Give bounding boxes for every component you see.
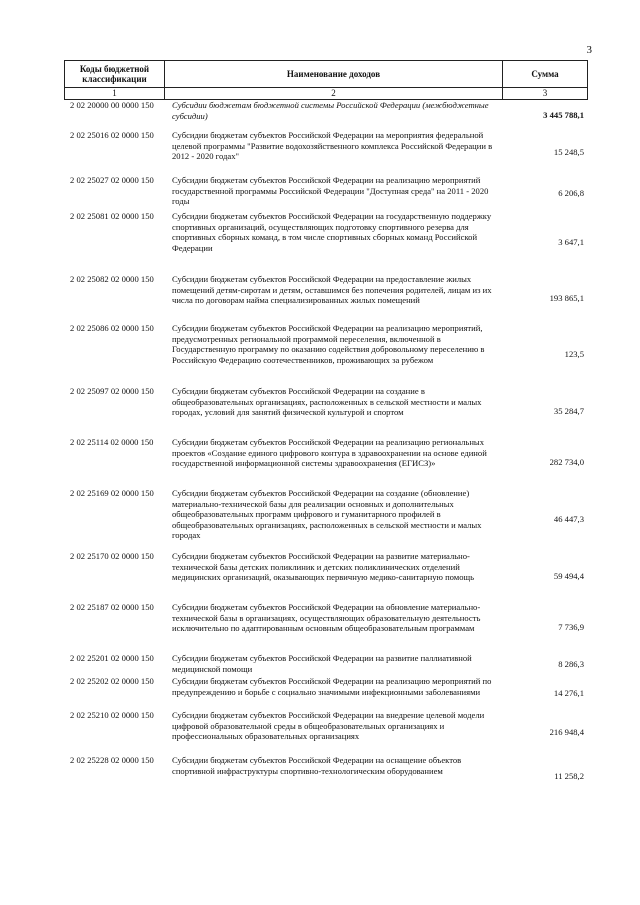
- revenue-sum: 11 258,2: [554, 770, 584, 781]
- revenue-name: Субсидии бюджетам субъектов Российской Федерации на оснащение объектов спортивной инфраструктуры спортивно-технологическим оборудованием: [172, 755, 462, 776]
- budget-code: 2 02 25086 02 0000 150: [70, 323, 154, 333]
- revenue-sum: 59 494,4: [553, 571, 584, 582]
- revenue-name: Субсидии бюджетам субъектов Российской Федерации на реализацию региональных проектов «Создание единого цифрового контура в здравоохранении на основе единой государственной информационной системы здравоохранения (ЕГИСЗ)»: [172, 437, 487, 469]
- table-row: [64, 100, 588, 130]
- table-row: [64, 130, 588, 175]
- budget-code: 2 02 25187 02 0000 150: [70, 602, 154, 612]
- budget-code: 2 02 25202 02 0000 150: [70, 676, 154, 686]
- header-codes: Коды бюджетной классификации: [64, 60, 164, 87]
- table-row: [64, 386, 588, 437]
- table-row: [64, 211, 588, 274]
- table-row: [64, 676, 588, 710]
- budget-code: 2 02 25082 02 0000 150: [70, 274, 154, 284]
- budget-code: 2 02 25097 02 0000 150: [70, 386, 154, 396]
- revenue-sum: 14 276,1: [553, 687, 584, 698]
- revenue-name: Субсидии бюджетам субъектов Российской Федерации на реализацию мероприятий, предусмотренных региональной программой переселения, включенной в Государственную программу по оказанию содействия добровольному переселению в Российскую Федерацию соотечественников, проживающих за рубежом: [172, 323, 485, 365]
- revenue-sum: 216 948,4: [549, 727, 584, 738]
- table-row: [64, 551, 588, 602]
- table-index-row: [64, 87, 588, 100]
- revenue-name: Субсидии бюджетам субъектов Российской Федерации на обновление материально-технической базы в организациях, осуществляющих образовательную деятельность исключительно по адаптированным основным общеобразовательным программам: [172, 602, 481, 634]
- budget-code: 2 02 25170 02 0000 150: [70, 551, 154, 561]
- table-row: [64, 323, 588, 386]
- revenue-sum: 35 284,7: [553, 406, 584, 417]
- index-col-3: 3: [502, 87, 588, 100]
- table-row: [64, 653, 588, 676]
- table-row: [64, 602, 588, 653]
- revenue-sum: 282 734,0: [549, 457, 584, 468]
- index-col-1: 1: [64, 87, 164, 100]
- revenue-name: Субсидии бюджетам субъектов Российской Федерации на внедрение целевой модели цифровой образовательной среды в общеобразовательных организациях и профессиональных образовательных организациях: [172, 710, 485, 742]
- budget-code: 2 02 25114 02 0000 150: [70, 437, 154, 447]
- header-sum: Сумма: [502, 60, 588, 87]
- budget-code: 2 02 25228 02 0000 150: [70, 755, 154, 765]
- revenue-sum: 193 865,1: [549, 293, 584, 304]
- table-header: [64, 60, 588, 87]
- revenue-sum: 15 248,5: [553, 147, 584, 158]
- page-number: 3: [586, 44, 592, 56]
- budget-code: 2 02 25169 02 0000 150: [70, 488, 154, 498]
- table-body: [64, 100, 588, 797]
- revenue-sum: 46 447,3: [553, 514, 584, 525]
- revenue-name: Субсидии бюджетам бюджетной системы Российской Федерации (межбюджетные субсидии): [172, 100, 489, 121]
- budget-code: 2 02 25027 02 0000 150: [70, 175, 154, 185]
- revenue-name: Субсидии бюджетам субъектов Российской Федерации на создание в общеобразовательных организациях, расположенных в сельской местности и малых городах, условий для занятий физической культурой и спортом: [172, 386, 482, 418]
- revenue-name: Субсидии бюджетам субъектов Российской Федерации на реализацию мероприятий государственной программы Российской Федерации "Доступная среда" на 2011 - 2020 годы: [172, 175, 489, 207]
- revenue-name: Субсидии бюджетам субъектов Российской Федерации на создание (обновление) материально-технической базы для реализации основных и дополнительных общеобразовательных программ цифрового и гуманитарного профилей в общеобразовательных организациях, расположенных в сельской местности и малых городах: [172, 488, 482, 541]
- revenue-table: [64, 60, 588, 797]
- budget-code: 2 02 20000 00 0000 150: [70, 100, 154, 110]
- table-row: [64, 488, 588, 551]
- budget-code: 2 02 25081 02 0000 150: [70, 211, 154, 221]
- table-row: [64, 175, 588, 211]
- revenue-sum: 123,5: [564, 349, 584, 360]
- table-row: [64, 274, 588, 323]
- revenue-name: Субсидии бюджетам субъектов Российской Федерации на развитие паллиативной медицинской помощи: [172, 653, 472, 674]
- header-name: Наименование доходов: [164, 60, 502, 87]
- table-row: [64, 755, 588, 797]
- revenue-name: Субсидии бюджетам субъектов Российской Федерации на предоставление жилых помещений детям-сиротам и детям, оставшимся без попечения родителей, лицам из их числа по договорам найма специализированных жилых помещений: [172, 274, 492, 306]
- revenue-name: Субсидии бюджетам субъектов Российской Федерации на развитие материально-технической базы детских поликлиник и детских поликлинических отделений медицинских организаций, оказывающих первичную медико-санитарную помощь: [172, 551, 475, 583]
- budget-code: 2 02 25201 02 0000 150: [70, 653, 154, 663]
- revenue-sum: 3 445 788,1: [543, 109, 584, 120]
- revenue-name: Субсидии бюджетам субъектов Российской Федерации на реализацию мероприятий по предупреждению и борьбе с социально значимыми инфекционными заболеваниями: [172, 676, 492, 697]
- revenue-sum: 8 286,3: [558, 659, 584, 670]
- revenue-sum: 7 736,9: [558, 622, 584, 633]
- revenue-name: Субсидии бюджетам субъектов Российской Федерации на мероприятия федеральной целевой программы "Развитие водохозяйственного комплекса Российской Федерации в 2012 - 2020 годах": [172, 130, 493, 162]
- table-row: [64, 437, 588, 488]
- index-col-2: 2: [164, 87, 502, 100]
- revenue-name: Субсидии бюджетам субъектов Российской Федерации на государственную поддержку спортивных организаций, осуществляющих подготовку спортивного резерва для спортивных сборных команд, в том числе спортивных сборных команд Российской Федерации: [172, 211, 492, 253]
- budget-code: 2 02 25016 02 0000 150: [70, 130, 154, 140]
- revenue-sum: 6 206,8: [558, 187, 584, 198]
- budget-code: 2 02 25210 02 0000 150: [70, 710, 154, 720]
- table-row: [64, 710, 588, 755]
- revenue-sum: 3 647,1: [558, 237, 584, 248]
